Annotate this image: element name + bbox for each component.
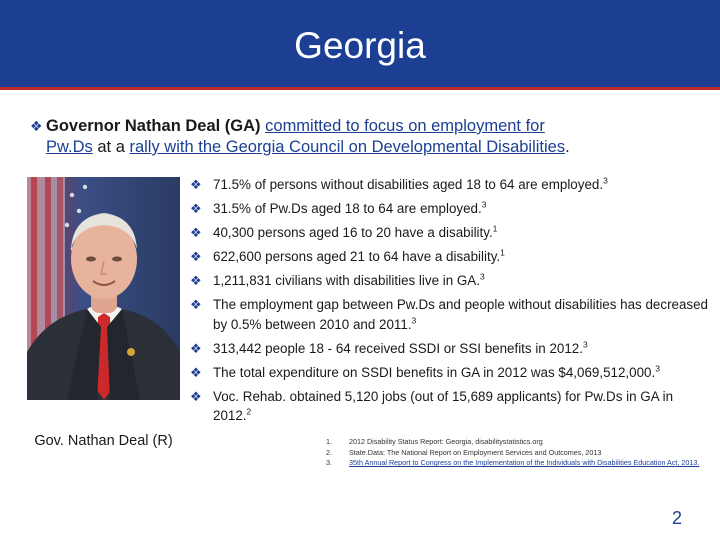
page-number: 2 [672, 508, 683, 528]
list-item [190, 271, 710, 291]
stat-text: 622,600 persons aged 21 to 64 have a disability. [213, 249, 501, 264]
intro-bold-text: Governor Nathan Deal (GA) [46, 117, 261, 135]
list-item [190, 247, 710, 267]
intro-link-rally[interactable]: rally with the Georgia Council on Developmental Disabilities [129, 138, 566, 156]
footnote-ref: 3 [481, 199, 487, 210]
footnote-ref: 3 [603, 175, 608, 186]
footnote-ref: 1 [500, 247, 505, 258]
diamond-bullet-icon: ❖ [190, 225, 202, 240]
statistics-list [190, 175, 710, 430]
footnote-ref: 3 [582, 339, 588, 350]
list-item [190, 295, 710, 334]
stat-text: 40,300 persons aged 16 to 20 have a disability. [213, 225, 493, 240]
stat-text: 71.5% of persons without disabilities aged 18 to 64 are employed. [213, 177, 604, 192]
intro-paragraph [30, 116, 696, 158]
slide-title: Georgia [294, 25, 426, 66]
footnote-ref: 3 [479, 271, 485, 282]
list-item [190, 223, 710, 243]
footnote-ref: 2 [246, 406, 252, 417]
footnote-ref: 1 [492, 223, 498, 234]
diamond-bullet-icon: ❖ [190, 297, 202, 312]
stat-text: The total expenditure on SSDI benefits in GA in 2012 was $4,069,512,000. [213, 364, 656, 380]
intro-link-pwds[interactable]: Pw.Ds [46, 138, 93, 156]
reference-item [326, 437, 718, 448]
diamond-bullet-icon: ❖ [190, 340, 202, 356]
reference-number: 1. [326, 437, 332, 446]
intro-end-text: . [565, 138, 570, 156]
stat-text: 313,442 people 18 - 64 received SSDI or SSI benefits in 2012. [213, 340, 583, 356]
portrait-illustration [27, 177, 180, 400]
stat-text: Voc. Rehab. obtained 5,120 jobs (out of 15,689 applicants) for Pw.Ds in GA in 2012. [213, 388, 674, 423]
reference-link[interactable]: 35th Annual Report to Congress on the Implementation of the Individuals with Disabilities Education Act, 2013. [349, 458, 700, 467]
diamond-bullet-icon: ❖ [190, 364, 202, 380]
footnote-ref: 3 [655, 363, 660, 374]
diamond-bullet-icon: ❖ [190, 249, 202, 264]
list-item [190, 199, 710, 219]
diamond-bullet-icon: ❖ [190, 273, 202, 288]
intro-mid-text: at a [92, 138, 130, 156]
stat-text: 31.5% of Pw.Ds aged 18 to 64 are employed. [213, 201, 482, 216]
diamond-bullet-icon: ❖ [190, 201, 202, 216]
footnote-ref: 3 [411, 315, 417, 326]
references-list [326, 437, 718, 469]
reference-text: State.Data: The National Report on Employment Services and Outcomes, 2013 [349, 447, 602, 457]
list-item [190, 175, 710, 195]
list-item [190, 339, 710, 359]
reference-item [326, 458, 718, 469]
stat-text: 1,211,831 civilians with disabilities live in GA. [213, 273, 480, 288]
intro-link-committed[interactable]: committed to focus on employment for [265, 117, 545, 135]
title-bar [0, 0, 720, 90]
diamond-bullet-icon: ❖ [190, 388, 202, 404]
diamond-bullet-icon: ❖ [30, 118, 43, 134]
reference-text: 2012 Disability Status Report: Georgia, disabilitystatistics.org [349, 437, 543, 446]
governor-photo [27, 177, 180, 400]
list-item [190, 387, 710, 426]
stat-text: The employment gap between Pw.Ds and people without disabilities has decreased by 0.5% between 2010 and 2011. [213, 297, 709, 332]
diamond-bullet-icon: ❖ [190, 177, 202, 192]
photo-caption: Gov. Nathan Deal (R) [34, 433, 173, 449]
title-banner [0, 0, 720, 87]
reference-number: 2. [326, 447, 332, 457]
list-item [190, 363, 710, 383]
reference-number: 3. [326, 458, 332, 467]
reference-item [326, 448, 718, 459]
